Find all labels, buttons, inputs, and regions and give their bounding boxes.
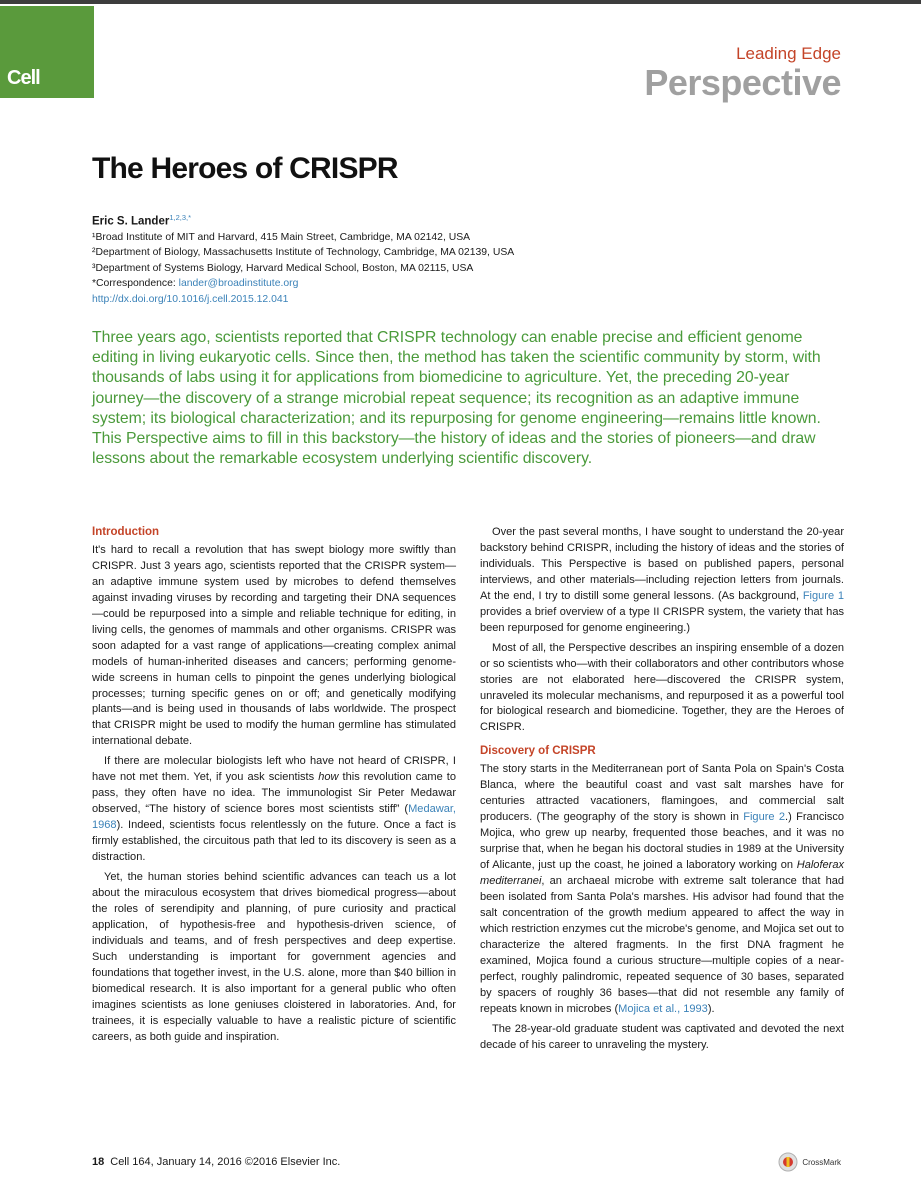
affiliation-2: ²Department of Biology, Massachusetts Institute of Technology, Cambridge, MA 02139, USA [92, 247, 515, 259]
right-column [480, 525, 844, 1058]
section-label: Leading Edge [736, 44, 841, 63]
page-footer [92, 1156, 340, 1168]
logo-text: Cell [7, 67, 40, 89]
text-span: this revolution came to pass, they often have no idea. The immunologist Sir Peter Medawar observed, “The history of science bores most scientists stiff” ( [92, 771, 457, 816]
article-type: Perspective [644, 62, 841, 103]
journal-citation: Cell 164, January 14, 2016 ©2016 Elsevier Inc. [110, 1156, 341, 1168]
correspondence-email[interactable]: lander@broadinstitute.org [178, 278, 299, 290]
emphasis: how [318, 771, 339, 784]
paragraph: The 28-year-old graduate student was captivated and devoted the next decade of his career to unraveling the mystery. [480, 1022, 844, 1051]
paragraph [92, 754, 456, 866]
crossmark-icon [778, 1152, 798, 1172]
text-span: ). Indeed, scientists focus relentlessly on the future. Once a fact is firmly established, the circuitous path that led to its discovery is seen as a distraction. [92, 819, 456, 864]
top-rule [0, 0, 921, 4]
author-superscript: 1,2,3,* [169, 213, 192, 222]
section-heading-introduction: Introduction [92, 526, 160, 538]
emphasis: Haloferax mediterranei [480, 859, 844, 888]
section-heading-discovery: Discovery of CRISPR [480, 745, 596, 758]
author-name: Eric S. Lander [92, 215, 170, 228]
paragraph: Yet, the human stories behind scientific advances can teach us a lot about the miraculous ecosystem that drives biomedical progress—about the roles of serendipity and planning, of pure curiosity and practical application, of hypothesis-free and hypothesis-driven science, of individuals and teams, and of fresh perspectives and deep expertise. Such understanding is important for government agencies and foundations that together invest, in the U.S. alone, more than $40 billion in biomedical research. It is also important for a general public who often imagines scientists as lone geniuses cloistered in laboratories. And, for trainees, it is especially valuable to have a realistic picture of scientific careers, as both guide and inspiration. [92, 871, 456, 1043]
text-span: , an archaeal microbe with extreme salt tolerance that had been isolated from Santa Pola's marshes. His advisor had found that the salt concentration of the growth medium appeared to affect the way in which restriction enzymes cut the microbe's genome, and Mojica set out to characterize the altered fragments. In the first DNA fragment he examined, Mojica found a curious structure—multiple copies of a near-perfect, roughly palindromic, repeated sequence of 30 bases, separated by spacers of roughly 36 bases—that did not resemble any family of repeats known in microbes ( [480, 875, 844, 1015]
figure-link[interactable]: Figure 2 [743, 811, 786, 824]
figure-link[interactable]: Figure 1 [802, 589, 844, 602]
left-column [92, 525, 456, 1050]
crossmark-badge[interactable] [778, 1152, 841, 1172]
correspondence-label: *Correspondence: [92, 278, 179, 290]
affiliation-1: ¹Broad Institute of MIT and Harvard, 415 Main Street, Cambridge, MA 02142, USA [92, 231, 471, 243]
abstract: Three years ago, scientists reported that CRISPR technology can enable precise and efficient genome editing in living eukaryotic cells. Since then, the method has taken the scientific community by storm, with thousands of labs using it for applications from biomedicine to agriculture. Yet, the preceding 20-year journey—the discovery of a strange microbial repeat sequence; its recognition as an adaptive immune system; its biological characterization; and its repurposing for genome engineering—remains little known. This Perspective aims to fill in this backstory—the history of ideas and the stories of pioneers—and draw lessons about the remarkable ecosystem underlying scientific discovery. [92, 329, 821, 468]
paragraph: It's hard to recall a revolution that has swept biology more swiftly than CRISPR. Just 3 years ago, scientists reported that the CRISPR system—an adaptive immune system used by microbes to defend themselves against invading viruses by recording and targeting their DNA sequences—could be repurposed into a simple and reliable technique for editing, in living cells, the genomes of mammals and other organisms. CRISPR was soon adapted for a vast range of applications—creating complex animal models of human-inherited diseases and cancers; performing genome-wide screens in human cells to pinpoint the genes underlying biological processes; turning specific genes on or off; and genetically modifying plants—and is being used in thousands of labs worldwide. The prospect that CRISPR might be used to modify the human germline has stimulated international debate. [92, 543, 456, 748]
text-span: Over the past several months, I have sought to understand the 20-year backstory behind CRISPR, including the history of ideas and the stories of individuals. This Perspective is based on published papers, personal interviews, and other materials—including rejection letters from journals. At the end, I try to distill some general lessons. (As background, [480, 526, 844, 602]
text-span: The story starts in the Mediterranean port of Santa Pola on Spain's Costa Blanca, where the beautiful coast and vast salt marshes have for centuries attracted vacationers, flamingoes, and commercial salt producers. (The geography of the story is shown in [480, 763, 844, 824]
page-number: 18 [92, 1156, 105, 1168]
text-span: .) Francisco Mojica, who grew up nearby, frequented those beaches, and it was no surprise that, when he began his doctoral studies in 1989 at the University of Alicante, just up the coast, he joined a laboratory working on [480, 811, 845, 872]
article-title: The Heroes of CRISPR [92, 152, 398, 185]
paragraph [480, 525, 844, 637]
text-span: If there are molecular biologists left who have not heard of CRISPR, I have not met them. Yet, if you ask scientists [92, 755, 456, 784]
text-span: provides a brief overview of a type II CRISPR system, the variety that has been repurposed for genome engineering.) [480, 605, 844, 634]
paragraph: Most of all, the Perspective describes an inspiring ensemble of a dozen or so scientists who—with their collaborators and other contributors whose stories are not elaborated here—discovered the CRISPR system, unraveled its molecular mechanisms, and repurposed it as a powerful tool for biological research and biomedicine. Together, they are the Heroes of CRISPR. [480, 641, 844, 734]
author-block [92, 210, 792, 307]
doi-link[interactable]: http://dx.doi.org/10.1016/j.cell.2015.12.041 [92, 293, 289, 305]
reference-link[interactable]: Medawar, 1968 [92, 803, 456, 832]
affiliation-3: ³Department of Systems Biology, Harvard Medical School, Boston, MA 02115, USA [92, 262, 474, 274]
reference-link[interactable]: Mojica et al., 1993 [618, 1002, 708, 1015]
crossmark-label: CrossMark [802, 1157, 841, 1167]
cell-logo [0, 6, 94, 98]
text-span: ). [707, 1002, 715, 1015]
paragraph [480, 762, 844, 1017]
